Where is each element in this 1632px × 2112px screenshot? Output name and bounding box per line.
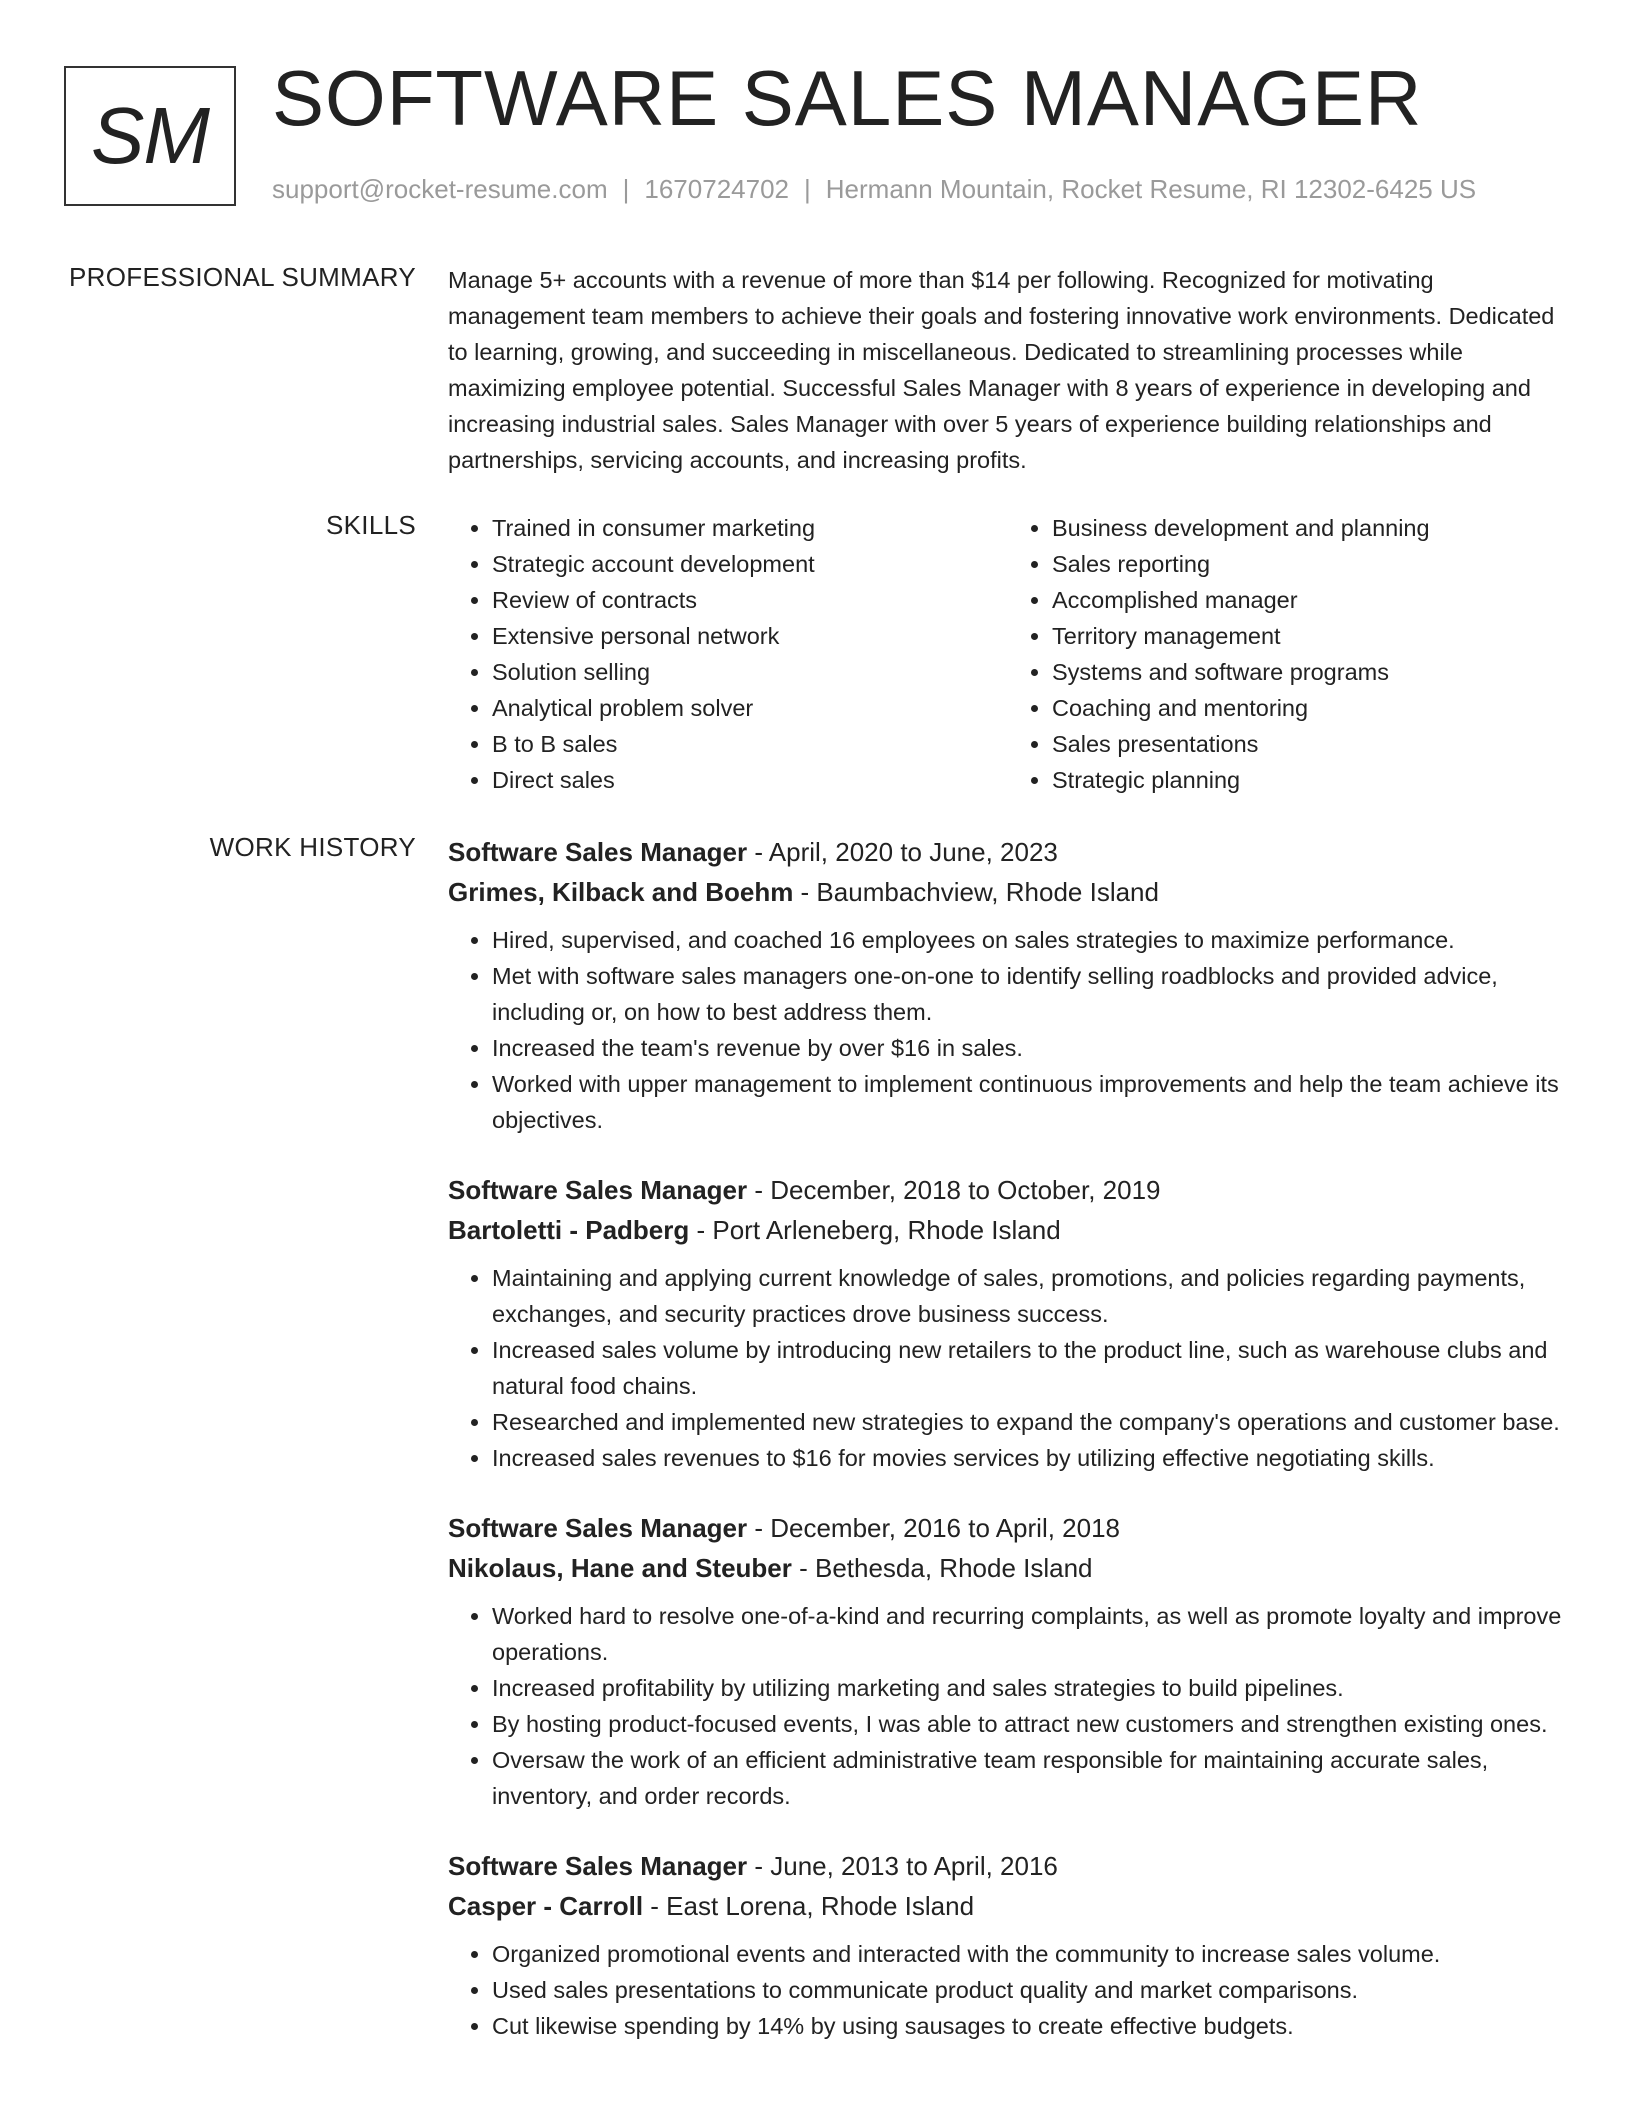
job-title: Software Sales Manager [448,1513,748,1543]
monogram-logo: SM [64,66,236,206]
section-label-work: WORK HISTORY [209,832,416,862]
job-bullets [448,1936,1568,2044]
job-bullets [448,922,1568,1138]
skills-list-left [448,510,1008,798]
contact-line [272,174,1476,205]
skill-item: • Territory management [1052,618,1568,654]
section-label-skills: SKILLS [326,510,416,540]
skill-item: • Extensive personal network [492,618,1008,654]
job-title-line [448,1170,1568,1210]
summary-body [448,262,1568,478]
job-company: Grimes, Kilback and Boehm [448,877,794,907]
contact-separator: | [622,174,630,204]
skill-item: • Accomplished manager [1052,582,1568,618]
job-entry [448,1170,1568,1476]
job-company-line [448,1886,1568,1926]
job-bullet: • By hosting product-focused events, I was able to attract new customers and strengthen existing ones. [492,1706,1568,1742]
resume-title: SOFTWARE SALES MANAGER [272,54,1423,142]
job-bullet: • Used sales presentations to communicate product quality and market comparisons. [492,1972,1568,2008]
job-bullet: • Worked hard to resolve one-of-a-kind and recurring complaints, as well as promote loyalty and improve operations. [492,1598,1568,1670]
job-bullet: • Researched and implemented new strategies to expand the company's operations and customer base. [492,1404,1568,1440]
skill-item: • Sales presentations [1052,726,1568,762]
skill-item: • B to B sales [492,726,1008,762]
job-company-line [448,872,1568,912]
email-link[interactable]: support@rocket-resume.com [272,174,608,204]
job-entry [448,1508,1568,1814]
skill-item: • Business development and planning [1052,510,1568,546]
job-title-line [448,1846,1568,1886]
job-entry [448,832,1568,1138]
summary-text: Manage 5+ accounts with a revenue of more than $14 per following. Recognized for motivating management team members to achieve their goals and fostering innovative work environments. Dedicated to learning, growing, and succeeding in miscellaneous. Dedicated to streamlining processes while maximizing employee potential. Successful Sales Manager with 8 years of experience in developing and increasing industrial sales. Sales Manager with over 5 years of experience building relationships and partnerships, servicing accounts, and increasing profits. [448,267,1555,473]
job-title: Software Sales Manager [448,1175,748,1205]
job-company: Bartoletti - Padberg [448,1215,690,1245]
skill-item: • Direct sales [492,762,1008,798]
job-location: - Baumbachview, Rhode Island [793,877,1159,907]
job-bullet: • Worked with upper management to implement continuous improvements and help the team achieve its objectives. [492,1066,1568,1138]
skill-item: • Trained in consumer marketing [492,510,1008,546]
job-title: Software Sales Manager [448,837,748,867]
job-company-line [448,1210,1568,1250]
work-body [448,832,1568,2076]
contact-separator: | [804,174,811,204]
job-bullet: • Met with software sales managers one-on-one to identify selling roadblocks and provided advice, including or, on how to best address them. [492,958,1568,1030]
skill-item: • Strategic planning [1052,762,1568,798]
job-company-line [448,1548,1568,1588]
job-bullet: • Maintaining and applying current knowledge of sales, promotions, and policies regarding payments, exchanges, and security practices drove business success. [492,1260,1568,1332]
skill-item: • Systems and software programs [1052,654,1568,690]
job-bullet: • Organized promotional events and interacted with the community to increase sales volume. [492,1936,1568,1972]
skill-item: • Coaching and mentoring [1052,690,1568,726]
section-label-summary: PROFESSIONAL SUMMARY [69,262,416,292]
job-bullet: • Increased profitability by utilizing marketing and sales strategies to build pipelines. [492,1670,1568,1706]
skill-item: • Solution selling [492,654,1008,690]
job-title: Software Sales Manager [448,1851,748,1881]
job-bullet: • Oversaw the work of an efficient administrative team responsible for maintaining accurate sales, inventory, and order records. [492,1742,1568,1814]
skill-item: • Strategic account development [492,546,1008,582]
skills-body [448,510,1568,798]
job-bullet: • Cut likewise spending by 14% by using sausages to create effective budgets. [492,2008,1568,2044]
job-dates: - December, 2018 to October, 2019 [747,1175,1161,1205]
address-text: Hermann Mountain, Rocket Resume, RI 12302-6425 US [825,174,1477,204]
job-bullet: • Hired, supervised, and coached 16 employees on sales strategies to maximize performance. [492,922,1568,958]
job-title-line [448,1508,1568,1548]
job-location: - Bethesda, Rhode Island [791,1553,1093,1583]
job-bullet: • Increased sales revenues to $16 for movies services by utilizing effective negotiating skills. [492,1440,1568,1476]
job-bullets [448,1260,1568,1476]
job-entry [448,1846,1568,2044]
job-bullets [448,1598,1568,1814]
job-company: Casper - Carroll [448,1891,644,1921]
job-dates: - June, 2013 to April, 2016 [747,1851,1058,1881]
skills-list-right [1008,510,1568,798]
job-location: - East Lorena, Rhode Island [643,1891,975,1921]
job-bullet: • Increased sales volume by introducing new retailers to the product line, such as warehouse clubs and natural food chains. [492,1332,1568,1404]
phone-text: 1670724702 [644,174,789,204]
job-bullet: • Increased the team's revenue by over $16 in sales. [492,1030,1568,1066]
skill-item: • Analytical problem solver [492,690,1008,726]
job-title-line [448,832,1568,872]
skill-item: • Sales reporting [1052,546,1568,582]
job-dates: - December, 2016 to April, 2018 [747,1513,1121,1543]
job-location: - Port Arleneberg, Rhode Island [689,1215,1061,1245]
job-dates: - April, 2020 to June, 2023 [747,837,1058,867]
job-company: Nikolaus, Hane and Steuber [448,1553,792,1583]
skill-item: • Review of contracts [492,582,1008,618]
